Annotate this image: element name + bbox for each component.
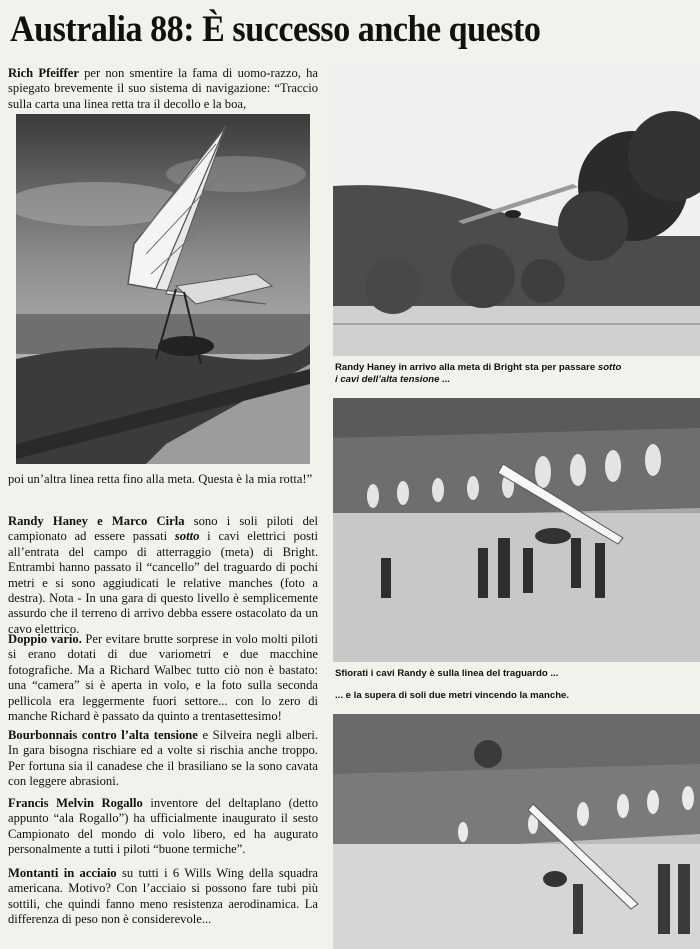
randy-lead: Randy Haney e Marco Cirla: [8, 514, 185, 528]
intro-text: per non smentire la fama di uomo-razzo, ha spiegato brevemente il suo sistema di navigazione: “Traccio sulla carta una linea retta tra il decollo e la boa,: [8, 66, 318, 111]
randy-text-a: sono i soli piloti del campionato ad essere passati: [8, 514, 318, 544]
bourbonnais-lead: Bourbonnais contro l’alta tensione: [8, 728, 198, 742]
intro-cont-text: poi un’altra linea retta fino alla meta. Questa è la mia rotta!”: [8, 472, 313, 486]
doppio-text: Per evitare brutte sorprese in volo molti piloti si erano dotati di due variometri e due macchine fotografiche. Ma a Richard Walbec tutto ciò non è bastato: una “camera” si è aperta in volo, e la foto sulla seconda pellicola era leggermente fuori settore... con lo zero di manche Richard è passato da quinto a trentasettesimo!: [8, 632, 318, 724]
intro-lead: Rich Pfeiffer: [8, 66, 79, 80]
intro-paragraph: [8, 66, 318, 112]
rogallo-paragraph: [8, 796, 318, 858]
randy-em: sotto: [174, 529, 200, 544]
caption-bright-em: sotto: [597, 362, 622, 373]
randy-text-b: i cavi elettrici posti all’entrata del campo di atterraggio (meta) di Bright. Entrambi hanno passato il “cancello” del traguardo di pochi metri e si sono aggiudicati le relative manches (foto a destra). Nota - In una gara di questo livello è semplicemente assurdo che il terreno di arrivo debba essere ostacolato da un cavo elettrico.: [8, 529, 318, 636]
caption-bright-b: i cavi dell’alta tensione ...: [335, 374, 451, 385]
doppio-lead: Doppio vario.: [8, 632, 82, 646]
bourbonnais-paragraph: [8, 728, 318, 790]
glider-landing-photo: [333, 398, 700, 662]
montanti-lead: Montanti in acciaio: [8, 866, 117, 880]
caption-sfiorati: Sfiorati i cavi Randy è sulla linea del traguardo ...: [335, 668, 559, 679]
caption-bright: [335, 362, 665, 386]
rogallo-text: inventore del deltaplano (detto appunto “ala Rogallo”) ha ufficialmente inaugurato il sesto Campionato del mondo di volo libero, ed ha augurato personalmente a tutti i piloti “buone termiche”.: [8, 796, 318, 857]
glider-approach-photo: [333, 66, 700, 356]
montanti-text: su tutti i 6 Wills Wing della squadra americana. Motivo? Con l’acciaio si possono fare tubi più sottili, che quindi fanno meno resistenza aerodinamica. La differenza di peso non è considerevole...: [8, 866, 318, 927]
montanti-paragraph: [8, 866, 318, 928]
intro-paragraph-cont: [8, 472, 318, 487]
glider-launch-photo: [16, 114, 310, 464]
glider-finish-photo: [333, 714, 700, 949]
article-title: Australia 88: È successo anche questo: [10, 9, 541, 50]
caption-bright-a: Randy Haney in arrivo alla meta di Bright sta per passare: [335, 362, 598, 373]
rogallo-lead: Francis Melvin Rogallo: [8, 796, 143, 810]
caption-supera: ... e la supera di soli due metri vincendo la manche.: [335, 690, 570, 701]
randy-paragraph: [8, 514, 318, 637]
doppio-paragraph: [8, 632, 318, 724]
bourbonnais-text: e Silveira negli alberi. In gara bisogna rischiare ed a volte si rischia anche troppo. Per fortuna sia il canadese che il brasiliano se la sono cavata con leggere abrasioni.: [8, 728, 318, 789]
